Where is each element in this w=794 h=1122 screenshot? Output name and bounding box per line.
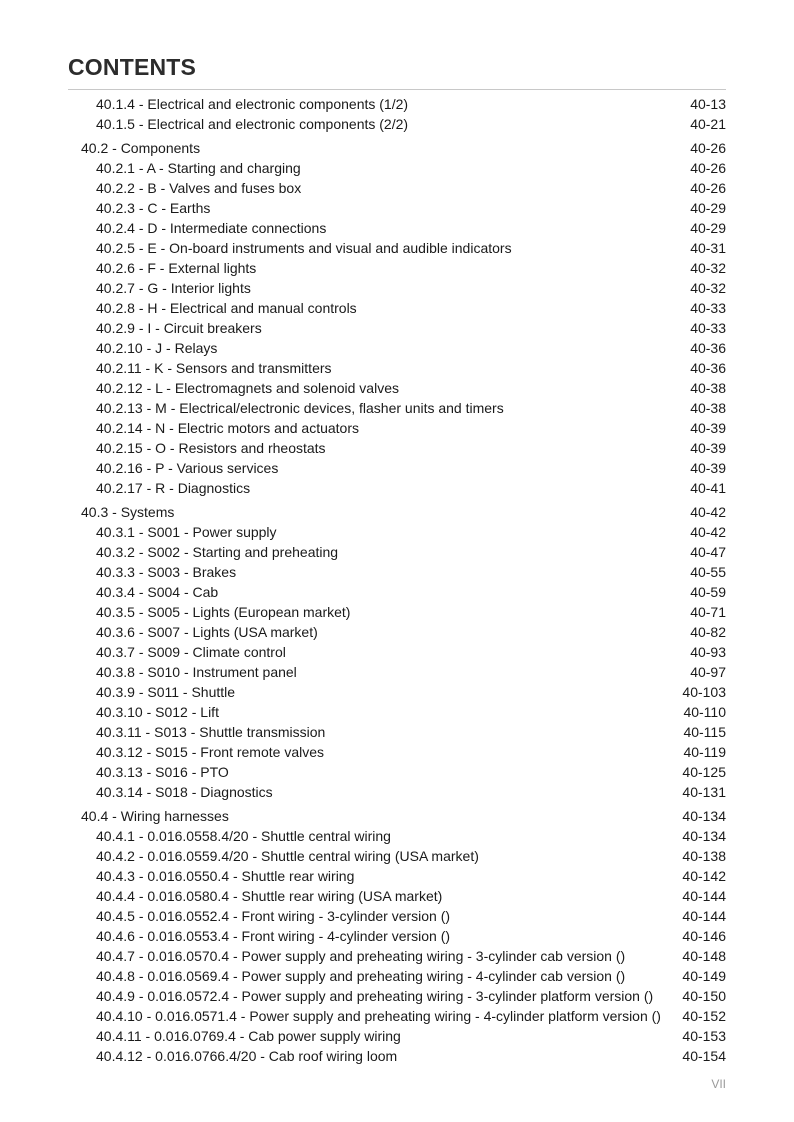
toc-entry-page: 40-26 <box>690 140 726 156</box>
toc-entry-label: 40.2.14 - N - Electric motors and actuators <box>96 420 359 436</box>
toc-entry-page: 40-36 <box>690 360 726 376</box>
toc-entry[interactable] <box>0 826 794 846</box>
toc-entry-page: 40-38 <box>690 380 726 396</box>
toc-entry[interactable] <box>0 522 794 542</box>
toc-entry[interactable] <box>0 198 794 218</box>
toc-entry[interactable] <box>0 866 794 886</box>
toc-entry-label: 40.4.12 - 0.016.0766.4/20 - Cab roof wiring loom <box>96 1048 398 1064</box>
toc-entry-page: 40-36 <box>690 340 726 356</box>
toc-entry-label: 40.4.6 - 0.016.0553.4 - Front wiring - 4-cylinder version () <box>96 928 451 944</box>
toc-entry-label: 40.1.4 - Electrical and electronic components (1/2) <box>96 96 409 112</box>
toc-entry-label: 40.3.4 - S004 - Cab <box>96 584 219 600</box>
toc-entry-page: 40-26 <box>690 160 726 176</box>
table-of-contents <box>0 94 794 1066</box>
toc-entry[interactable] <box>0 278 794 298</box>
toc-entry-label: 40.3.1 - S001 - Power supply <box>96 524 277 540</box>
toc-entry[interactable] <box>0 478 794 498</box>
toc-entry[interactable] <box>0 562 794 582</box>
toc-entry-label: 40.4.5 - 0.016.0552.4 - Front wiring - 3-cylinder version () <box>96 908 451 924</box>
toc-entry[interactable] <box>0 986 794 1006</box>
toc-entry-label: 40.2.1 - A - Starting and charging <box>96 160 301 176</box>
toc-entry-label: 40.4.2 - 0.016.0559.4/20 - Shuttle central wiring (USA market) <box>96 848 479 864</box>
toc-entry[interactable] <box>0 602 794 622</box>
page-title: CONTENTS <box>68 54 197 80</box>
toc-entry[interactable] <box>0 358 794 378</box>
toc-entry-page: 40-119 <box>683 744 726 760</box>
toc-entry[interactable] <box>0 846 794 866</box>
toc-entry-label: 40.2 - Components <box>81 140 201 156</box>
toc-entry[interactable] <box>0 338 794 358</box>
toc-entry-page: 40-131 <box>682 784 726 800</box>
toc-entry-label: 40.2.10 - J - Relays <box>96 340 218 356</box>
toc-entry-page: 40-29 <box>690 220 726 236</box>
toc-entry-page: 40-149 <box>682 968 726 984</box>
toc-entry[interactable] <box>0 662 794 682</box>
toc-entry-label: 40.3.8 - S010 - Instrument panel <box>96 664 297 680</box>
toc-entry-label: 40.2.5 - E - On-board instruments and visual and audible indicators <box>96 240 512 256</box>
title-divider <box>68 89 726 90</box>
toc-entry-page: 40-115 <box>683 724 726 740</box>
toc-entry[interactable] <box>0 398 794 418</box>
toc-entry-label: 40.2.7 - G - Interior lights <box>96 280 251 296</box>
toc-entry-page: 40-144 <box>682 908 726 924</box>
toc-entry-page: 40-47 <box>690 544 726 560</box>
toc-entry[interactable] <box>0 94 794 114</box>
toc-entry-page: 40-134 <box>682 828 726 844</box>
toc-entry-page: 40-32 <box>690 280 726 296</box>
toc-entry[interactable] <box>0 722 794 742</box>
toc-entry-label: 40.4.7 - 0.016.0570.4 - Power supply and preheating wiring - 3-cylinder cab version () <box>96 948 626 964</box>
toc-entry-label: 40.2.16 - P - Various services <box>96 460 279 476</box>
toc-entry-label: 40.3 - Systems <box>81 504 175 520</box>
toc-entry-page: 40-153 <box>682 1028 726 1044</box>
toc-entry-page: 40-39 <box>690 440 726 456</box>
toc-entry-page: 40-13 <box>690 96 726 112</box>
page-number: VII <box>711 1077 726 1091</box>
toc-entry-page: 40-33 <box>690 320 726 336</box>
toc-entry[interactable] <box>0 582 794 602</box>
toc-entry-label: 40.3.14 - S018 - Diagnostics <box>96 784 273 800</box>
toc-entry[interactable] <box>0 178 794 198</box>
toc-entry[interactable] <box>0 1026 794 1046</box>
toc-entry-page: 40-138 <box>682 848 726 864</box>
toc-entry-page: 40-42 <box>690 504 726 520</box>
toc-entry[interactable] <box>0 158 794 178</box>
toc-entry-label: 40.2.4 - D - Intermediate connections <box>96 220 327 236</box>
toc-entry[interactable] <box>0 542 794 562</box>
toc-section-entry[interactable] <box>0 502 794 522</box>
toc-entry-page: 40-93 <box>690 644 726 660</box>
toc-entry[interactable] <box>0 742 794 762</box>
toc-entry[interactable] <box>0 1046 794 1066</box>
toc-entry-page: 40-41 <box>690 480 726 496</box>
toc-section-entry[interactable] <box>0 806 794 826</box>
toc-entry[interactable] <box>0 378 794 398</box>
toc-entry-label: 40.2.6 - F - External lights <box>96 260 257 276</box>
toc-entry-label: 40.4.1 - 0.016.0558.4/20 - Shuttle central wiring <box>96 828 391 844</box>
toc-entry[interactable] <box>0 762 794 782</box>
toc-entry-page: 40-38 <box>690 400 726 416</box>
toc-entry-label: 40.3.11 - S013 - Shuttle transmission <box>96 724 326 740</box>
toc-entry-page: 40-150 <box>682 988 726 1004</box>
toc-entry-label: 40.3.9 - S011 - Shuttle <box>96 684 236 700</box>
toc-entry-page: 40-42 <box>690 524 726 540</box>
toc-entry[interactable] <box>0 318 794 338</box>
toc-entry-label: 40.3.6 - S007 - Lights (USA market) <box>96 624 318 640</box>
toc-entry-label: 40.2.9 - I - Circuit breakers <box>96 320 262 336</box>
toc-section-entry[interactable] <box>0 138 794 158</box>
toc-entry[interactable] <box>0 418 794 438</box>
toc-entry-label: 40.2.12 - L - Electromagnets and solenoid valves <box>96 380 399 396</box>
toc-entry[interactable] <box>0 642 794 662</box>
toc-entry-page: 40-55 <box>690 564 726 580</box>
toc-entry-page: 40-29 <box>690 200 726 216</box>
toc-entry-label: 40.4.3 - 0.016.0550.4 - Shuttle rear wiring <box>96 868 355 884</box>
toc-entry-page: 40-97 <box>690 664 726 680</box>
toc-entry[interactable] <box>0 1006 794 1026</box>
toc-entry-page: 40-134 <box>682 808 726 824</box>
toc-entry[interactable] <box>0 218 794 238</box>
toc-entry-label: 40.4.4 - 0.016.0580.4 - Shuttle rear wiring (USA market) <box>96 888 443 904</box>
toc-entry-label: 40.3.13 - S016 - PTO <box>96 764 229 780</box>
toc-entry-label: 40.2.8 - H - Electrical and manual controls <box>96 300 357 316</box>
toc-entry-label: 40.2.15 - O - Resistors and rheostats <box>96 440 326 456</box>
toc-entry-label: 40.3.12 - S015 - Front remote valves <box>96 744 324 760</box>
toc-entry-page: 40-39 <box>690 420 726 436</box>
toc-entry[interactable] <box>0 926 794 946</box>
toc-entry[interactable] <box>0 114 794 134</box>
toc-entry-page: 40-152 <box>682 1008 726 1024</box>
toc-entry-page: 40-31 <box>690 240 726 256</box>
toc-entry-label: 40.3.5 - S005 - Lights (European market) <box>96 604 351 620</box>
toc-entry-label: 40.4.11 - 0.016.0769.4 - Cab power supply wiring <box>96 1028 401 1044</box>
toc-entry[interactable] <box>0 946 794 966</box>
toc-entry-page: 40-21 <box>690 116 726 132</box>
toc-entry-label: 40.4.9 - 0.016.0572.4 - Power supply and preheating wiring - 3-cylinder platform version () <box>96 988 654 1004</box>
toc-entry-label: 40.2.3 - C - Earths <box>96 200 211 216</box>
toc-entry-page: 40-144 <box>682 888 726 904</box>
toc-entry-label: 40.2.11 - K - Sensors and transmitters <box>96 360 332 376</box>
toc-entry-page: 40-59 <box>690 584 726 600</box>
toc-entry[interactable] <box>0 438 794 458</box>
toc-entry-label: 40.2.13 - M - Electrical/electronic devices, flasher units and timers <box>96 400 504 416</box>
toc-entry-label: 40.3.10 - S012 - Lift <box>96 704 219 720</box>
toc-entry-page: 40-32 <box>690 260 726 276</box>
toc-entry[interactable] <box>0 682 794 702</box>
toc-entry-label: 40.4.10 - 0.016.0571.4 - Power supply and preheating wiring - 4-cylinder platform version () <box>96 1008 661 1024</box>
toc-entry-page: 40-33 <box>690 300 726 316</box>
toc-entry-label: 40.1.5 - Electrical and electronic components (2/2) <box>96 116 409 132</box>
toc-entry-page: 40-146 <box>682 928 726 944</box>
toc-entry-page: 40-71 <box>690 604 726 620</box>
toc-entry-page: 40-142 <box>682 868 726 884</box>
toc-entry[interactable] <box>0 702 794 722</box>
toc-entry[interactable] <box>0 966 794 986</box>
toc-entry-label: 40.2.2 - B - Valves and fuses box <box>96 180 302 196</box>
toc-entry-label: 40.3.2 - S002 - Starting and preheating <box>96 544 339 560</box>
toc-entry[interactable] <box>0 258 794 278</box>
toc-entry-page: 40-125 <box>682 764 726 780</box>
toc-entry[interactable] <box>0 886 794 906</box>
toc-entry[interactable] <box>0 238 794 258</box>
toc-entry-page: 40-148 <box>682 948 726 964</box>
toc-entry[interactable] <box>0 458 794 478</box>
toc-entry-label: 40.4.8 - 0.016.0569.4 - Power supply and preheating wiring - 4-cylinder cab version () <box>96 968 626 984</box>
toc-entry-page: 40-154 <box>682 1048 726 1064</box>
toc-entry-page: 40-26 <box>690 180 726 196</box>
toc-entry-label: 40.3.7 - S009 - Climate control <box>96 644 286 660</box>
toc-entry[interactable] <box>0 622 794 642</box>
toc-entry-label: 40.3.3 - S003 - Brakes <box>96 564 237 580</box>
toc-entry[interactable] <box>0 298 794 318</box>
toc-entry-page: 40-39 <box>690 460 726 476</box>
toc-entry[interactable] <box>0 782 794 802</box>
toc-entry-label: 40.2.17 - R - Diagnostics <box>96 480 251 496</box>
toc-entry-page: 40-103 <box>682 684 726 700</box>
toc-entry[interactable] <box>0 906 794 926</box>
toc-entry-page: 40-110 <box>683 704 726 720</box>
toc-entry-page: 40-82 <box>690 624 726 640</box>
toc-entry-label: 40.4 - Wiring harnesses <box>81 808 229 824</box>
